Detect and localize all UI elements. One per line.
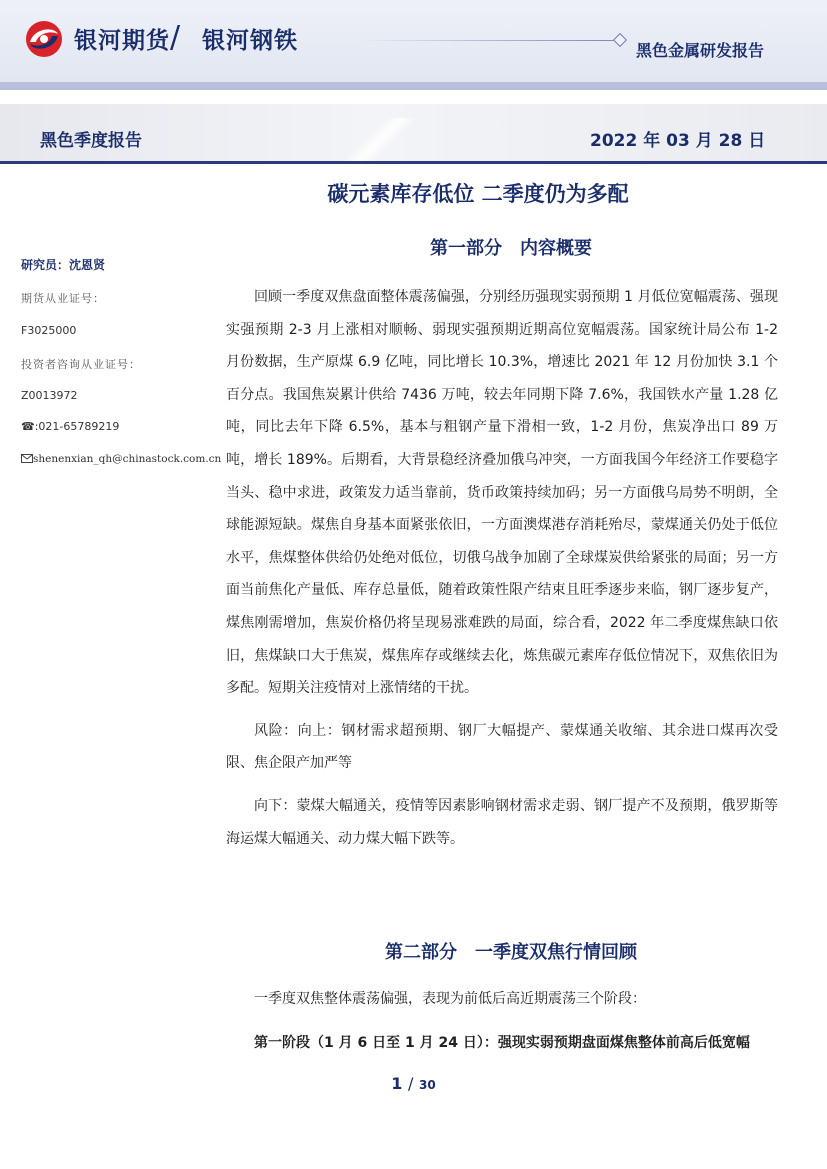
analyst-name: 研究员：沈恩贤 (21, 258, 106, 272)
risk-down-paragraph: 向下：蒙煤大幅通关，疫情等因素影响钢材需求走弱、钢厂提产不及预期，俄罗斯等海运煤大幅通关、动力煤大幅下跌等。 (226, 797, 778, 847)
brand-separator: / (170, 20, 181, 55)
galaxy-logo-icon (24, 20, 64, 58)
page-number (0, 1074, 827, 1093)
page-separator: / (408, 1074, 414, 1093)
report-category: 黑色金属研发报告 (636, 41, 765, 60)
summary-paragraph: 回顾一季度双焦盘面整体震荡偏强，分别经历强现实弱预期 1 月低位宽幅震荡、强现实强预期 2-3 月上涨相对顺畅、弱现实强预期近期高位宽幅震荡。国家统计局公布 1-2 月份数据，生产原煤 6.9 亿吨，同比增长 10.3%，增速比 2021 年 12 月份加快 3.1 个百分点。我国焦炭累计供给 7436 万吨，较去年同期下降 7.6%，我国铁水产量 1.28 亿吨，同比去年下降 6.5%，基本与粗钢产量下滑相一致，1-2 月份，焦炭净出口 89 万吨，增长 189%。后期看，大背景稳经济叠加俄乌冲突，一方面我国今年经济工作要稳字当头、稳中求进，政策发力适当靠前，货币政策持续加码；另一方面俄乌局势不明朗，全球能源短缺。煤焦自身基本面紧张依旧，一方面澳煤港存消耗殆尽，蒙煤通关仍处于低位水平，焦煤整体供给仍处绝对低位，切俄乌战争加剧了全球煤炭供给紧张的局面；另一方面当前焦化产量低、库存总量低，随着政策性限产结束且旺季逐步来临，钢厂逐步复产，煤焦刚需增加，焦炭价格仍将呈现易涨难跌的局面，综合看，2022 年二季度煤焦缺口依旧，焦煤缺口大于焦炭，煤焦库存或继续去化，炼焦碳元素库存低位情况下，双焦依旧为多配。短期关注疫情对上涨情绪的干扰。 (226, 289, 778, 697)
futures-cert-number: F3025000 (21, 324, 77, 337)
phone-number: ☎:021-65789219 (21, 420, 120, 433)
page-current: 1 (391, 1074, 403, 1093)
stage-1-heading: 第一阶段（1 月 6 日至 1 月 24 日）：强现实弱预期盘面煤焦整体前高后低宽幅 (254, 1035, 750, 1051)
email-address[interactable]: shenenxian_qh@chinastock.com.cn (33, 453, 222, 465)
section-1-title: 第一部分 内容概要 (430, 238, 592, 259)
page-header (0, 0, 827, 82)
summary-body (226, 281, 778, 855)
document-title: 碳元素库存低位 二季度仍为多配 (327, 182, 629, 206)
page-total: 30 (418, 1078, 436, 1092)
risk-up-paragraph: 风险：向上：钢材需求超预期、钢厂大幅提产、蒙煤通关收缩、其余进口煤再次受限、焦企限产加严等 (226, 722, 778, 772)
advisor-cert-label: 投资者咨询从业证号： (21, 358, 141, 371)
report-bar-rule (0, 161, 827, 164)
advisor-cert-number: Z0013972 (21, 389, 78, 402)
header-band (0, 82, 827, 90)
review-intro: 一季度双焦整体震荡偏强，表现为前低后高近期震荡三个阶段： (254, 991, 646, 1007)
email-row[interactable] (21, 453, 221, 465)
section-2-title: 第二部分 一季度双焦行情回顾 (385, 942, 637, 963)
brand-primary: 银河期货 (74, 28, 170, 54)
review-body (226, 983, 778, 1059)
report-bar-sheen (320, 118, 440, 162)
diamond-icon (613, 33, 627, 47)
futures-cert-label: 期货从业证号： (21, 292, 105, 305)
report-type: 黑色季度报告 (40, 131, 142, 151)
envelope-icon (21, 454, 33, 463)
decorative-line (360, 40, 615, 41)
report-date: 2022 年 03 月 28 日 (590, 131, 766, 151)
brand-secondary: 银河钢铁 (202, 28, 298, 54)
